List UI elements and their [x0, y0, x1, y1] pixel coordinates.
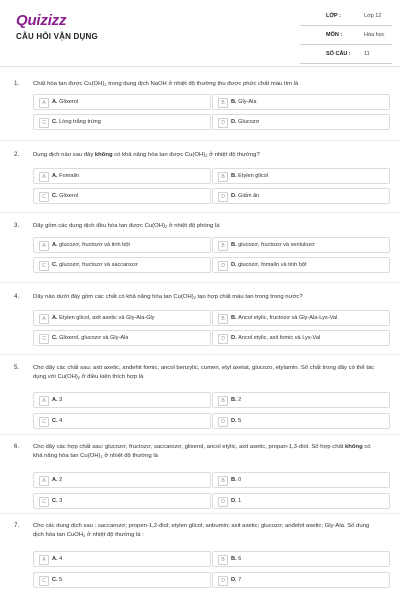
option-letter-text: B	[231, 555, 236, 562]
question-divider	[0, 282, 400, 283]
question-text	[33, 151, 378, 160]
subscript: 2	[205, 153, 208, 158]
option-letter-box: A	[39, 314, 49, 324]
option-letter: C.	[52, 497, 60, 504]
question-text-part: ở điều kiện thích hợp là	[80, 374, 144, 380]
option-label	[52, 119, 101, 125]
option-label	[52, 173, 79, 179]
question-divider	[0, 354, 400, 355]
question-number: 5.	[14, 364, 20, 371]
option-text: Giấm ăn	[238, 192, 260, 199]
meta-value: 11	[364, 51, 370, 57]
option-label	[231, 262, 307, 268]
meta-label: SỐ CÂU :	[326, 51, 351, 57]
option-letter: A.	[52, 396, 60, 403]
option-letter-box: C	[39, 497, 49, 507]
option-letter-box: A	[39, 172, 49, 182]
option-letter-text: D	[231, 261, 236, 268]
question-text-part: Cho dãy các hợp chất sau: glucozơ, fructozơ, saccarozơ, glixerol, ancol etylic, axit axetic, propan-1,3-diol. Số hợp chất	[33, 444, 346, 450]
option-text: Lòng trắng trứng	[59, 118, 101, 125]
option-letter-box: A	[39, 555, 49, 565]
option-label	[52, 193, 78, 199]
option-letter-box: C	[39, 192, 49, 202]
option-letter-box: C	[39, 417, 49, 427]
option-a[interactable]	[33, 168, 211, 184]
question-divider	[0, 434, 400, 435]
meta-row-count	[300, 48, 392, 64]
meta-value: Hóa học	[364, 32, 385, 38]
option-text: 2	[238, 396, 242, 403]
option-label	[52, 418, 62, 424]
option-letter: A.	[52, 555, 60, 562]
option-text: 1	[238, 497, 242, 504]
option-d[interactable]	[212, 413, 390, 429]
option-a[interactable]	[33, 392, 211, 408]
option-letter-text: D	[231, 118, 236, 125]
option-text: 7	[238, 576, 242, 583]
option-letter: D.	[231, 118, 239, 125]
question-text	[33, 80, 378, 89]
option-letter-text: C	[52, 118, 57, 125]
option-letter-box: D	[218, 497, 228, 507]
question-text	[33, 222, 378, 231]
option-letter-box: A	[39, 476, 49, 486]
option-letter-text: A	[52, 241, 57, 248]
question-text-part: trong dung dịch NaOH ở nhiệt độ thường thu được phức chất màu tím là	[106, 81, 299, 87]
option-letter-text: A	[52, 172, 57, 179]
option-letter: D.	[231, 417, 239, 424]
option-letter-box: A	[39, 241, 49, 251]
option-letter-text: C	[52, 192, 57, 199]
option-letter-box: C	[39, 576, 49, 586]
option-d[interactable]	[212, 257, 390, 273]
option-letter-text: D	[231, 192, 236, 199]
question-text	[33, 443, 378, 461]
option-letter: D.	[231, 261, 239, 268]
option-letter-box: D	[218, 576, 228, 586]
option-label	[52, 315, 155, 321]
question-text-part: ở nhiệt độ phòng là	[167, 223, 220, 229]
subscript: 2	[104, 82, 107, 87]
option-label	[231, 315, 337, 321]
option-c[interactable]	[33, 572, 211, 588]
option-a[interactable]	[33, 472, 211, 488]
question-number: 4.	[14, 293, 20, 300]
option-letter: B.	[231, 314, 239, 321]
option-b[interactable]	[212, 168, 390, 184]
option-c[interactable]	[33, 493, 211, 509]
quizizz-logo: Quizizz	[16, 12, 67, 29]
option-label	[231, 556, 241, 562]
question-divider	[0, 513, 400, 514]
option-letter: B.	[231, 476, 239, 483]
option-letter-text: A	[52, 314, 57, 321]
option-c[interactable]	[33, 413, 211, 429]
emphasis-text: không	[345, 444, 363, 450]
subscript: 2	[83, 533, 86, 538]
option-label	[231, 99, 257, 105]
option-label	[231, 242, 315, 248]
option-text: glucozơ, fructozơ và saccarozơ	[59, 261, 138, 268]
option-letter: B.	[231, 396, 239, 403]
option-d[interactable]	[212, 114, 390, 130]
option-letter-text: C	[52, 334, 57, 341]
option-letter-text: C	[52, 576, 57, 583]
option-text: Etylen glicol	[238, 172, 269, 179]
option-letter-box: D	[218, 261, 228, 271]
question-text	[33, 364, 378, 382]
option-letter: B.	[231, 241, 239, 248]
option-label	[52, 498, 62, 504]
subscript: 2	[193, 295, 196, 300]
option-letter: C.	[52, 334, 60, 341]
option-letter-text: D	[231, 497, 236, 504]
option-label	[231, 173, 268, 179]
question-text-part: Cho các dung dịch sau : saccarozơ; propen-1,2-điol; etylen glicol; anbumin; axit axetic; glucozơ; anđehit axetic; Gly-Ala. Số dung dịch hòa tan CuOH	[33, 523, 370, 538]
option-letter-text: A	[52, 476, 57, 483]
option-letter: D.	[231, 192, 239, 199]
option-text: glucozơ, fructozơ và xenlulozơ	[238, 241, 315, 248]
option-text: 3	[59, 396, 63, 403]
subscript: 2	[164, 224, 168, 229]
option-letter: B.	[231, 555, 239, 562]
option-b[interactable]	[212, 310, 390, 326]
option-letter: D.	[231, 576, 239, 583]
option-letter-text: C	[52, 261, 57, 268]
question-text-part: ở nhiệt độ thường?	[207, 152, 260, 158]
option-letter-box: B	[218, 241, 228, 251]
option-text: 3	[59, 497, 63, 504]
question-divider	[0, 140, 400, 141]
option-text: glucozơ, fructozơ và tinh bột	[59, 241, 130, 248]
option-c[interactable]	[33, 188, 211, 204]
option-text: Glixerol, glucozơ và Gly-Ala	[59, 334, 129, 341]
option-c[interactable]	[33, 257, 211, 273]
option-b[interactable]	[212, 472, 390, 488]
option-letter-text: A	[52, 396, 57, 403]
option-b[interactable]	[212, 392, 390, 408]
option-letter: A.	[52, 476, 60, 483]
meta-row-subject	[300, 29, 392, 45]
question-text-part: tạo hợp chất màu tan trong trong nước?	[195, 294, 303, 300]
question-text	[33, 522, 378, 540]
option-text: Ancol etylic, fructozơ và Gly-Ala-Lys-Val	[238, 314, 338, 321]
option-label	[231, 119, 259, 125]
option-text: 2	[59, 476, 63, 483]
question-text-part: ở nhiệt độ thường là	[102, 453, 158, 459]
question-number: 1.	[14, 80, 20, 87]
option-label	[52, 556, 62, 562]
question-text-part: có khả năng hòa tan Cu(OH)	[33, 444, 371, 459]
question-divider	[0, 212, 400, 213]
option-letter: B.	[231, 172, 239, 179]
option-letter-text: B	[231, 314, 236, 321]
option-text: Etylen glicol, axit axetic và Gly-Ala-Gly	[59, 314, 155, 321]
option-letter-text: B	[231, 476, 236, 483]
emphasis-text: không	[94, 152, 113, 158]
option-letter-text: D	[231, 417, 236, 424]
option-label	[231, 498, 241, 504]
option-label	[52, 262, 138, 268]
option-letter-box: D	[218, 334, 228, 344]
option-c[interactable]	[33, 114, 211, 130]
option-text: Glixerol	[59, 98, 79, 105]
option-letter-box: B	[218, 555, 228, 565]
option-text: glucozơ, fomalin và tinh bột	[238, 261, 307, 268]
option-letter: C.	[52, 576, 60, 583]
option-letter-text: C	[52, 417, 57, 424]
option-label	[231, 397, 241, 403]
option-letter: A.	[52, 241, 60, 248]
option-label	[52, 335, 128, 341]
option-d[interactable]	[212, 572, 390, 588]
question-text-part: Cho dãy các chất sau: axit axetic, anđehit fomic, ancol benzylic, cumen, etyl axetat, glucozo, etylamin. Số chất trong dãy có thể tác dụng với Cu(OH)	[33, 365, 375, 380]
option-text: 5	[238, 417, 242, 424]
option-b[interactable]	[212, 94, 390, 110]
question-text-part: Dãy nào dưới đây gồm các chất có khả năng hòa tan Cu(OH)	[33, 294, 194, 300]
option-letter-box: D	[218, 118, 228, 128]
option-text: Fomalin	[59, 172, 80, 179]
option-text: Glixerol	[59, 192, 79, 199]
option-letter-text: A	[52, 98, 57, 105]
page-title: CÂU HỎI VẬN DỤNG	[16, 32, 98, 41]
option-letter-text: B	[231, 98, 236, 105]
option-letter: A.	[52, 314, 60, 321]
option-letter-text: B	[231, 172, 236, 179]
option-b[interactable]	[212, 237, 390, 253]
option-a[interactable]	[33, 551, 211, 567]
subscript: 2	[77, 375, 81, 380]
option-label	[52, 577, 62, 583]
option-a[interactable]	[33, 237, 211, 253]
option-text: Ancol etylic, axit fomic và Lys-Val	[238, 334, 321, 341]
header-divider	[0, 66, 400, 67]
option-letter: D.	[231, 334, 239, 341]
question-text-part: có khả năng hòa tan được Cu(OH)	[112, 152, 206, 158]
option-letter: B.	[231, 98, 239, 105]
option-letter-box: C	[39, 261, 49, 271]
option-letter-box: B	[218, 314, 228, 324]
option-label	[52, 99, 78, 105]
question-number: 7.	[14, 522, 20, 529]
option-letter: A.	[52, 98, 60, 105]
option-letter-box: B	[218, 98, 228, 108]
option-letter-box: C	[39, 118, 49, 128]
option-letter-box: A	[39, 396, 49, 406]
option-a[interactable]	[33, 94, 211, 110]
question-text-part: Chất hòa tan được Cu(OH)	[33, 81, 105, 87]
option-letter-box: D	[218, 192, 228, 202]
option-label	[231, 335, 320, 341]
option-text: Glucozơ	[238, 118, 260, 125]
meta-row-class	[300, 10, 392, 26]
option-letter: C.	[52, 192, 60, 199]
option-label	[231, 193, 259, 199]
option-letter-box: B	[218, 476, 228, 486]
option-letter: C.	[52, 417, 60, 424]
option-d[interactable]	[212, 493, 390, 509]
option-text: 6	[238, 555, 242, 562]
meta-panel	[300, 10, 392, 67]
option-label	[52, 397, 62, 403]
option-d[interactable]	[212, 330, 390, 346]
option-letter-box: B	[218, 172, 228, 182]
option-letter-text: D	[231, 334, 236, 341]
option-letter: A.	[52, 172, 60, 179]
option-label	[52, 242, 130, 248]
option-letter-text: B	[231, 396, 236, 403]
option-text: 5	[59, 576, 63, 583]
option-label	[52, 477, 62, 483]
option-letter-box: B	[218, 396, 228, 406]
question-text-part: ở nhiệt độ thường là :	[85, 532, 144, 538]
meta-label: MÔN :	[326, 32, 343, 38]
option-text: Gly-Ala	[238, 98, 257, 105]
option-label	[231, 418, 241, 424]
question-number: 2.	[14, 151, 20, 158]
option-text: 4	[59, 555, 63, 562]
option-label	[231, 577, 241, 583]
option-letter-text: B	[231, 241, 236, 248]
option-letter-box: C	[39, 334, 49, 344]
option-letter-box: D	[218, 417, 228, 427]
option-letter-text: A	[52, 555, 57, 562]
option-b[interactable]	[212, 551, 390, 567]
question-number: 6.	[14, 443, 20, 450]
option-d[interactable]	[212, 188, 390, 204]
option-c[interactable]	[33, 330, 211, 346]
option-label	[231, 477, 241, 483]
question-number: 3.	[14, 222, 20, 229]
question-text-part: Dãy gồm các dung dịch đều hòa tan được Cu(OH)	[33, 223, 165, 229]
meta-label: LỚP :	[326, 13, 341, 19]
option-text: 4	[59, 417, 63, 424]
question-text-part: Dung dịch nào sau đây	[33, 152, 95, 158]
option-letter: C.	[52, 261, 60, 268]
option-letter-box: A	[39, 98, 49, 108]
option-a[interactable]	[33, 310, 211, 326]
option-text: 0	[238, 476, 242, 483]
option-letter: D.	[231, 497, 239, 504]
option-letter-text: C	[52, 497, 57, 504]
question-text	[33, 293, 378, 302]
option-letter-text: D	[231, 576, 236, 583]
subscript: 2	[100, 454, 103, 459]
meta-value: Lớp 12	[364, 13, 382, 19]
option-letter: C.	[52, 118, 60, 125]
